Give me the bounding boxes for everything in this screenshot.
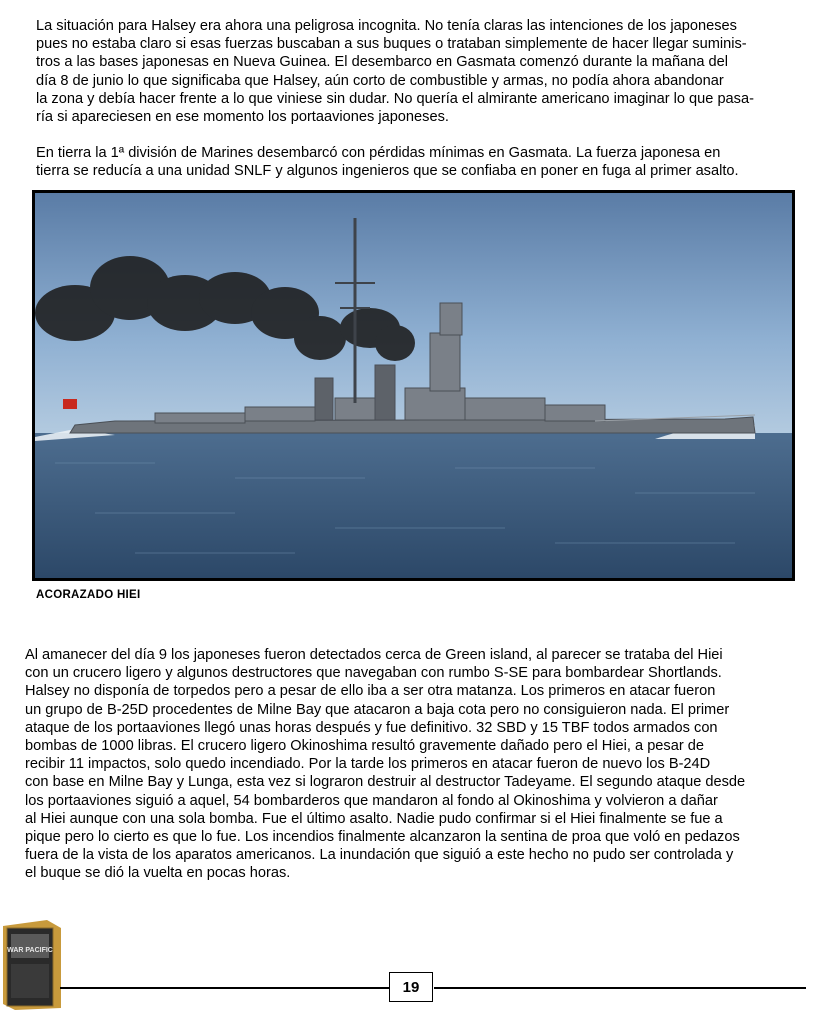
- attack-line: un grupo de B-25D procedentes de Milne Bay que atacaron a baja cota pero no consiguieron nada. El primer: [25, 701, 730, 718]
- attack-line: recibir 11 impactos, solo quedo incendiado. Por la tarde los primeros en atacar fueron de nuevo los B-24D: [25, 756, 711, 773]
- stern-flag: [63, 399, 77, 409]
- intro-line: La situación para Halsey era ahora una peligrosa incognita. No tenía claras las intenciones de los japoneses: [36, 18, 737, 34]
- boxart-title: WAR PACIFIC: [7, 947, 53, 954]
- intro-line: día 8 de junio lo que significaba que Halsey, aún corto de combustible y armas, no podía ahora abandonar: [36, 72, 724, 89]
- paragraph-marines: [36, 144, 739, 180]
- intro-line: la zona y debía hacer frente a lo que viniese sin dudar. No quería el almirante americano imaginar lo que pasa-: [36, 90, 754, 107]
- attack-line: los portaaviones siguió a aquel, 54 bombarderos que mandaron al fondo al Okinoshima y volvieron a dañar: [25, 792, 718, 809]
- figure-caption: ACORAZADO HIEI: [36, 589, 141, 601]
- paragraph-intro: [36, 17, 754, 126]
- page-number: 19: [389, 972, 433, 1002]
- attack-line: ataque de los portaaviones llegó unas horas después y fue definitivo. 32 SBD y 15 TBF todos armados con: [25, 719, 718, 736]
- attack-line: con base en Milne Bay y Lunga, esta vez si lograron destruir al destructor Tadeyame. El segundo ataque desde: [25, 774, 746, 791]
- attack-line: con un crucero ligero y algunos destructores que navegaban con rumbo S-SE para bombardear Shortlands.: [25, 665, 722, 682]
- marines-line: En tierra la 1ª división de Marines desembarcó con pérdidas mínimas en Gasmata. La fuerza japonesa en: [36, 145, 721, 161]
- war-pacific-game-box: [3, 920, 61, 1010]
- footer-rule-left: [60, 987, 390, 989]
- attack-line: fuera de la vista de los aparatos americanos. La inundación que siguió a este hecho no pudo ser controlada y: [25, 847, 734, 864]
- sea: [35, 433, 792, 578]
- marines-line: tierra se reducía a una unidad SNLF y algunos ingenieros que se confiaba en poner en fuga al primer asalto.: [36, 163, 739, 180]
- battleship-photo: [32, 190, 795, 581]
- intro-line: pues no estaba claro si esas fuerzas buscaban a sus buques o trataban simplemente de hacer llegar suminis-: [36, 36, 747, 53]
- attack-line: Al amanecer del día 9 los japoneses fueron detectados cerca de Green island, al parecer se trataba del Hiei: [25, 647, 723, 663]
- attack-line: el buque se dió la vuelta en pocas horas.: [25, 865, 291, 882]
- attack-line: Halsey no disponía de torpedos pero a pesar de ello iba a ser otra matanza. Los primeros en atacar fueron: [25, 683, 716, 700]
- intro-line: ría si apareciesen en ese momento los portaaviones japoneses.: [36, 109, 449, 126]
- paragraph-attack: [25, 646, 745, 883]
- attack-line: al Hiei aunque con una sola bomba. Fue el último asalto. Nadie pudo confirmar si el Hiei finalmente se fue a: [25, 810, 723, 827]
- intro-line: tros a las bases japonesas en Nueva Guinea. El desembarco en Gasmata comenzó durante la mañana del: [36, 54, 728, 71]
- attack-line: pique pero lo cierto es que lo fue. Los incendios finalmente alcanzaron la sentina de proa que voló en pedazos: [25, 829, 740, 846]
- attack-line: bombas de 1000 libras. El crucero ligero Okinoshima resultó gravemente dañado pero el Hiei, a pesar de: [25, 738, 704, 755]
- footer-rule-right: [434, 987, 806, 989]
